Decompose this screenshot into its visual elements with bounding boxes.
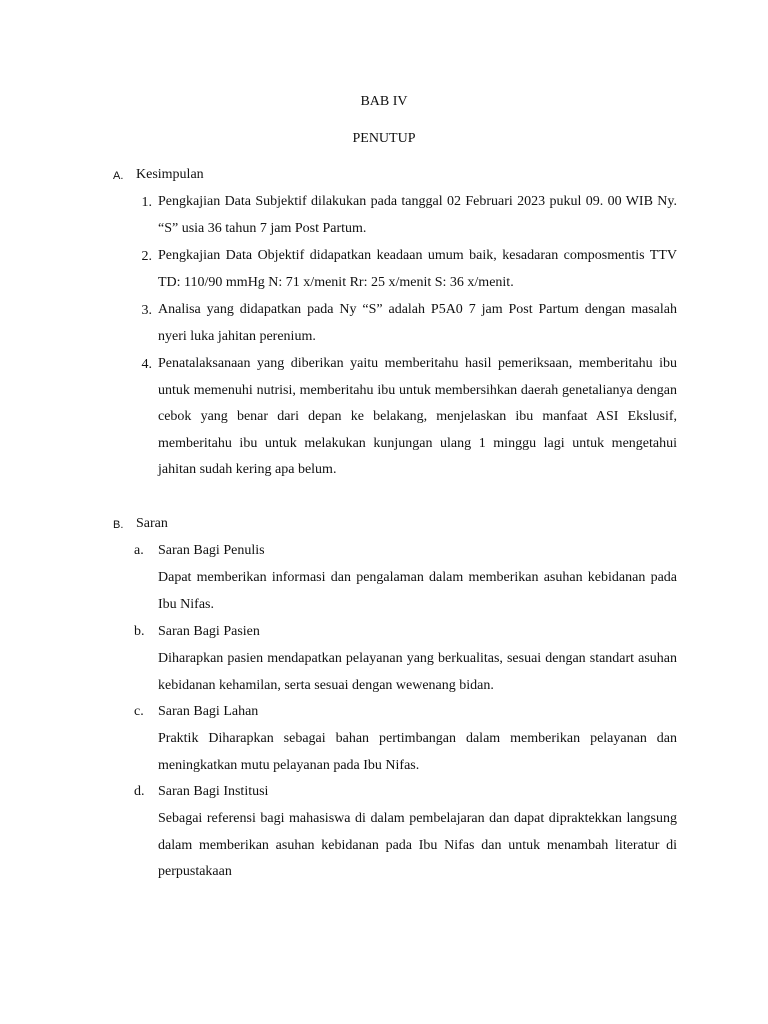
suggestion-a-label: Saran Bagi Penulis	[158, 543, 265, 558]
conclusion-2-number: 2.	[141, 249, 152, 264]
section-a-title: Kesimpulan	[136, 167, 204, 182]
conclusion-1-text: Pengkajian Data Subjektif dilakukan pada tanggal 02 Februari 2023 pukul 09. 00 WIB Ny. “S” usia 36 tahun 7 jam Post Partum.	[158, 194, 677, 236]
section-a-marker: A.	[113, 170, 124, 182]
section-b-title: Saran	[136, 516, 168, 531]
suggestion-b-number: b.	[134, 624, 145, 639]
chapter-heading: BAB IV	[360, 94, 408, 109]
chapter-title: PENUTUP	[352, 131, 416, 146]
suggestion-b-label: Saran Bagi Pasien	[158, 624, 260, 639]
suggestion-d-number: d.	[134, 784, 145, 799]
suggestion-a-text: Dapat memberikan informasi dan pengalaman dalam memberikan asuhan kebidanan pada Ibu Nifas.	[158, 570, 677, 612]
suggestion-a-number: a.	[134, 543, 144, 558]
suggestion-d-text: Sebagai referensi bagi mahasiswa di dalam pembelajaran dan dapat dipraktekkan langsung dalam memberikan asuhan kebidanan pada Ibu Nifas dan untuk menambah literatur di perpustakaan	[158, 811, 677, 880]
conclusion-2-text: Pengkajian Data Objektif didapatkan keadaan umum baik, kesadaran composmentis TTV TD: 110/90 mmHg N: 71 x/menit Rr: 25 x/menit S: 36 x/menit.	[158, 248, 677, 290]
suggestion-c-label: Saran Bagi Lahan	[158, 704, 259, 719]
suggestion-b-text: Diharapkan pasien mendapatkan pelayanan yang berkualitas, sesuai dengan standart asuhan kebidanan kehamilan, serta sesuai dengan wewenang bidan.	[158, 651, 677, 693]
suggestion-d-label: Saran Bagi Institusi	[158, 784, 269, 799]
section-b-marker: B.	[113, 519, 124, 531]
conclusion-3-number: 3.	[141, 303, 152, 318]
conclusion-3-text: Analisa yang didapatkan pada Ny “S” adalah P5A0 7 jam Post Partum dengan masalah nyeri luka jahitan perenium.	[158, 302, 677, 344]
conclusion-1-number: 1.	[141, 195, 152, 210]
suggestion-c-number: c.	[134, 704, 144, 719]
conclusion-4-number: 4.	[141, 357, 152, 372]
conclusion-4-text: Penatalaksanaan yang diberikan yaitu memberitahu hasil pemeriksaan, memberitahu ibu untuk memenuhi nutrisi, memberitahu ibu untuk membersihkan daerah genetalianya dengan cebok yang benar dari depan ke belakang, menjelaskan ibu manfaat ASI Ekslusif, memberitahu ibu untuk melakukan kunjungan ulang 1 minggu lagi untuk mengetahui jahitan sudah kering apa belum.	[158, 356, 677, 478]
suggestion-c-text: Praktik Diharapkan sebagai bahan pertimbangan dalam memberikan pelayanan dan meningkatkan mutu pelayanan pada Ibu Nifas.	[158, 731, 677, 773]
